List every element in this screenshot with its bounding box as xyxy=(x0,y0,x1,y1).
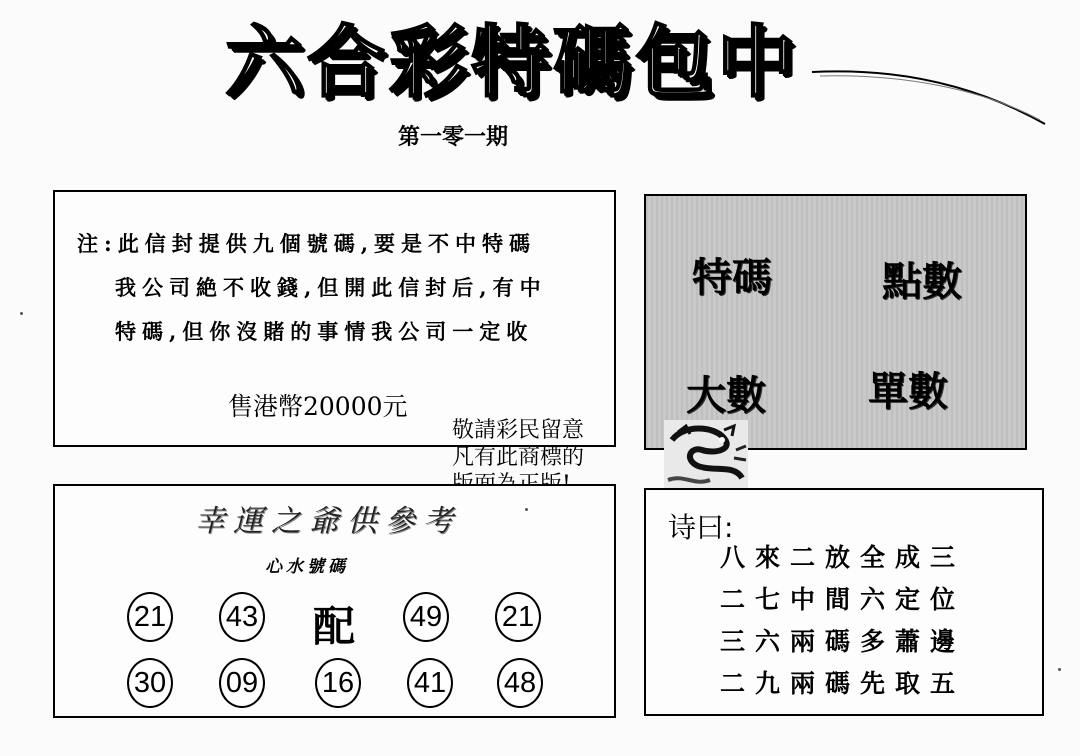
lucky-numbers-panel xyxy=(53,484,616,718)
notice-line-2: 凡有此商標的 xyxy=(452,445,585,470)
disclaimer-line-2: 我公司絶不收錢,但開此信封后,有中 xyxy=(115,275,547,300)
issue-number: 第一零一期 xyxy=(398,124,509,150)
lucky-title: 幸運之爺供參考 xyxy=(195,504,461,539)
pair-label: 配 xyxy=(313,602,356,651)
poem-line-3: 三六兩碼多蕭邊 xyxy=(720,627,966,656)
poem-panel xyxy=(644,488,1044,716)
number-ball: 30 xyxy=(127,658,173,708)
number-ball: 48 xyxy=(497,658,543,708)
category-big-number: 大數 xyxy=(686,373,766,419)
notice-line-1: 敬請彩民留意 xyxy=(452,418,585,443)
number-ball: 41 xyxy=(407,658,453,708)
scan-speck xyxy=(525,508,528,511)
lucky-subtitle: 心水號碼 xyxy=(265,557,349,577)
scan-speck xyxy=(20,312,23,315)
disclaimer-line-3: 特碼,但你沒賭的事情我公司一定收 xyxy=(115,319,534,344)
title-swoosh-decoration xyxy=(810,62,1050,132)
price-text: 售港幣20000元 xyxy=(228,392,408,421)
number-ball: 49 xyxy=(403,592,449,642)
page-title: 六合彩特碼包中 xyxy=(225,17,800,108)
poem-heading: 诗曰: xyxy=(668,511,734,544)
poem-line-1: 八來二放全成三 xyxy=(720,543,966,572)
category-odd-number: 單數 xyxy=(868,369,948,415)
number-ball: 21 xyxy=(127,592,173,642)
poem-line-4: 二九兩碼先取五 xyxy=(720,669,966,698)
number-ball: 21 xyxy=(495,592,541,642)
number-ball: 09 xyxy=(219,658,265,708)
number-ball: 16 xyxy=(315,658,361,708)
dragon-logo-icon xyxy=(664,420,748,490)
scan-speck xyxy=(1058,668,1061,671)
category-special-code: 特碼 xyxy=(692,255,772,301)
number-ball: 43 xyxy=(219,592,265,642)
poem-line-2: 二七中間六定位 xyxy=(720,585,966,614)
category-points: 點數 xyxy=(882,259,962,305)
categories-panel xyxy=(644,194,1027,450)
disclaimer-line-1: 注:此信封提供九個號碼,要是不中特碼 xyxy=(77,231,537,256)
